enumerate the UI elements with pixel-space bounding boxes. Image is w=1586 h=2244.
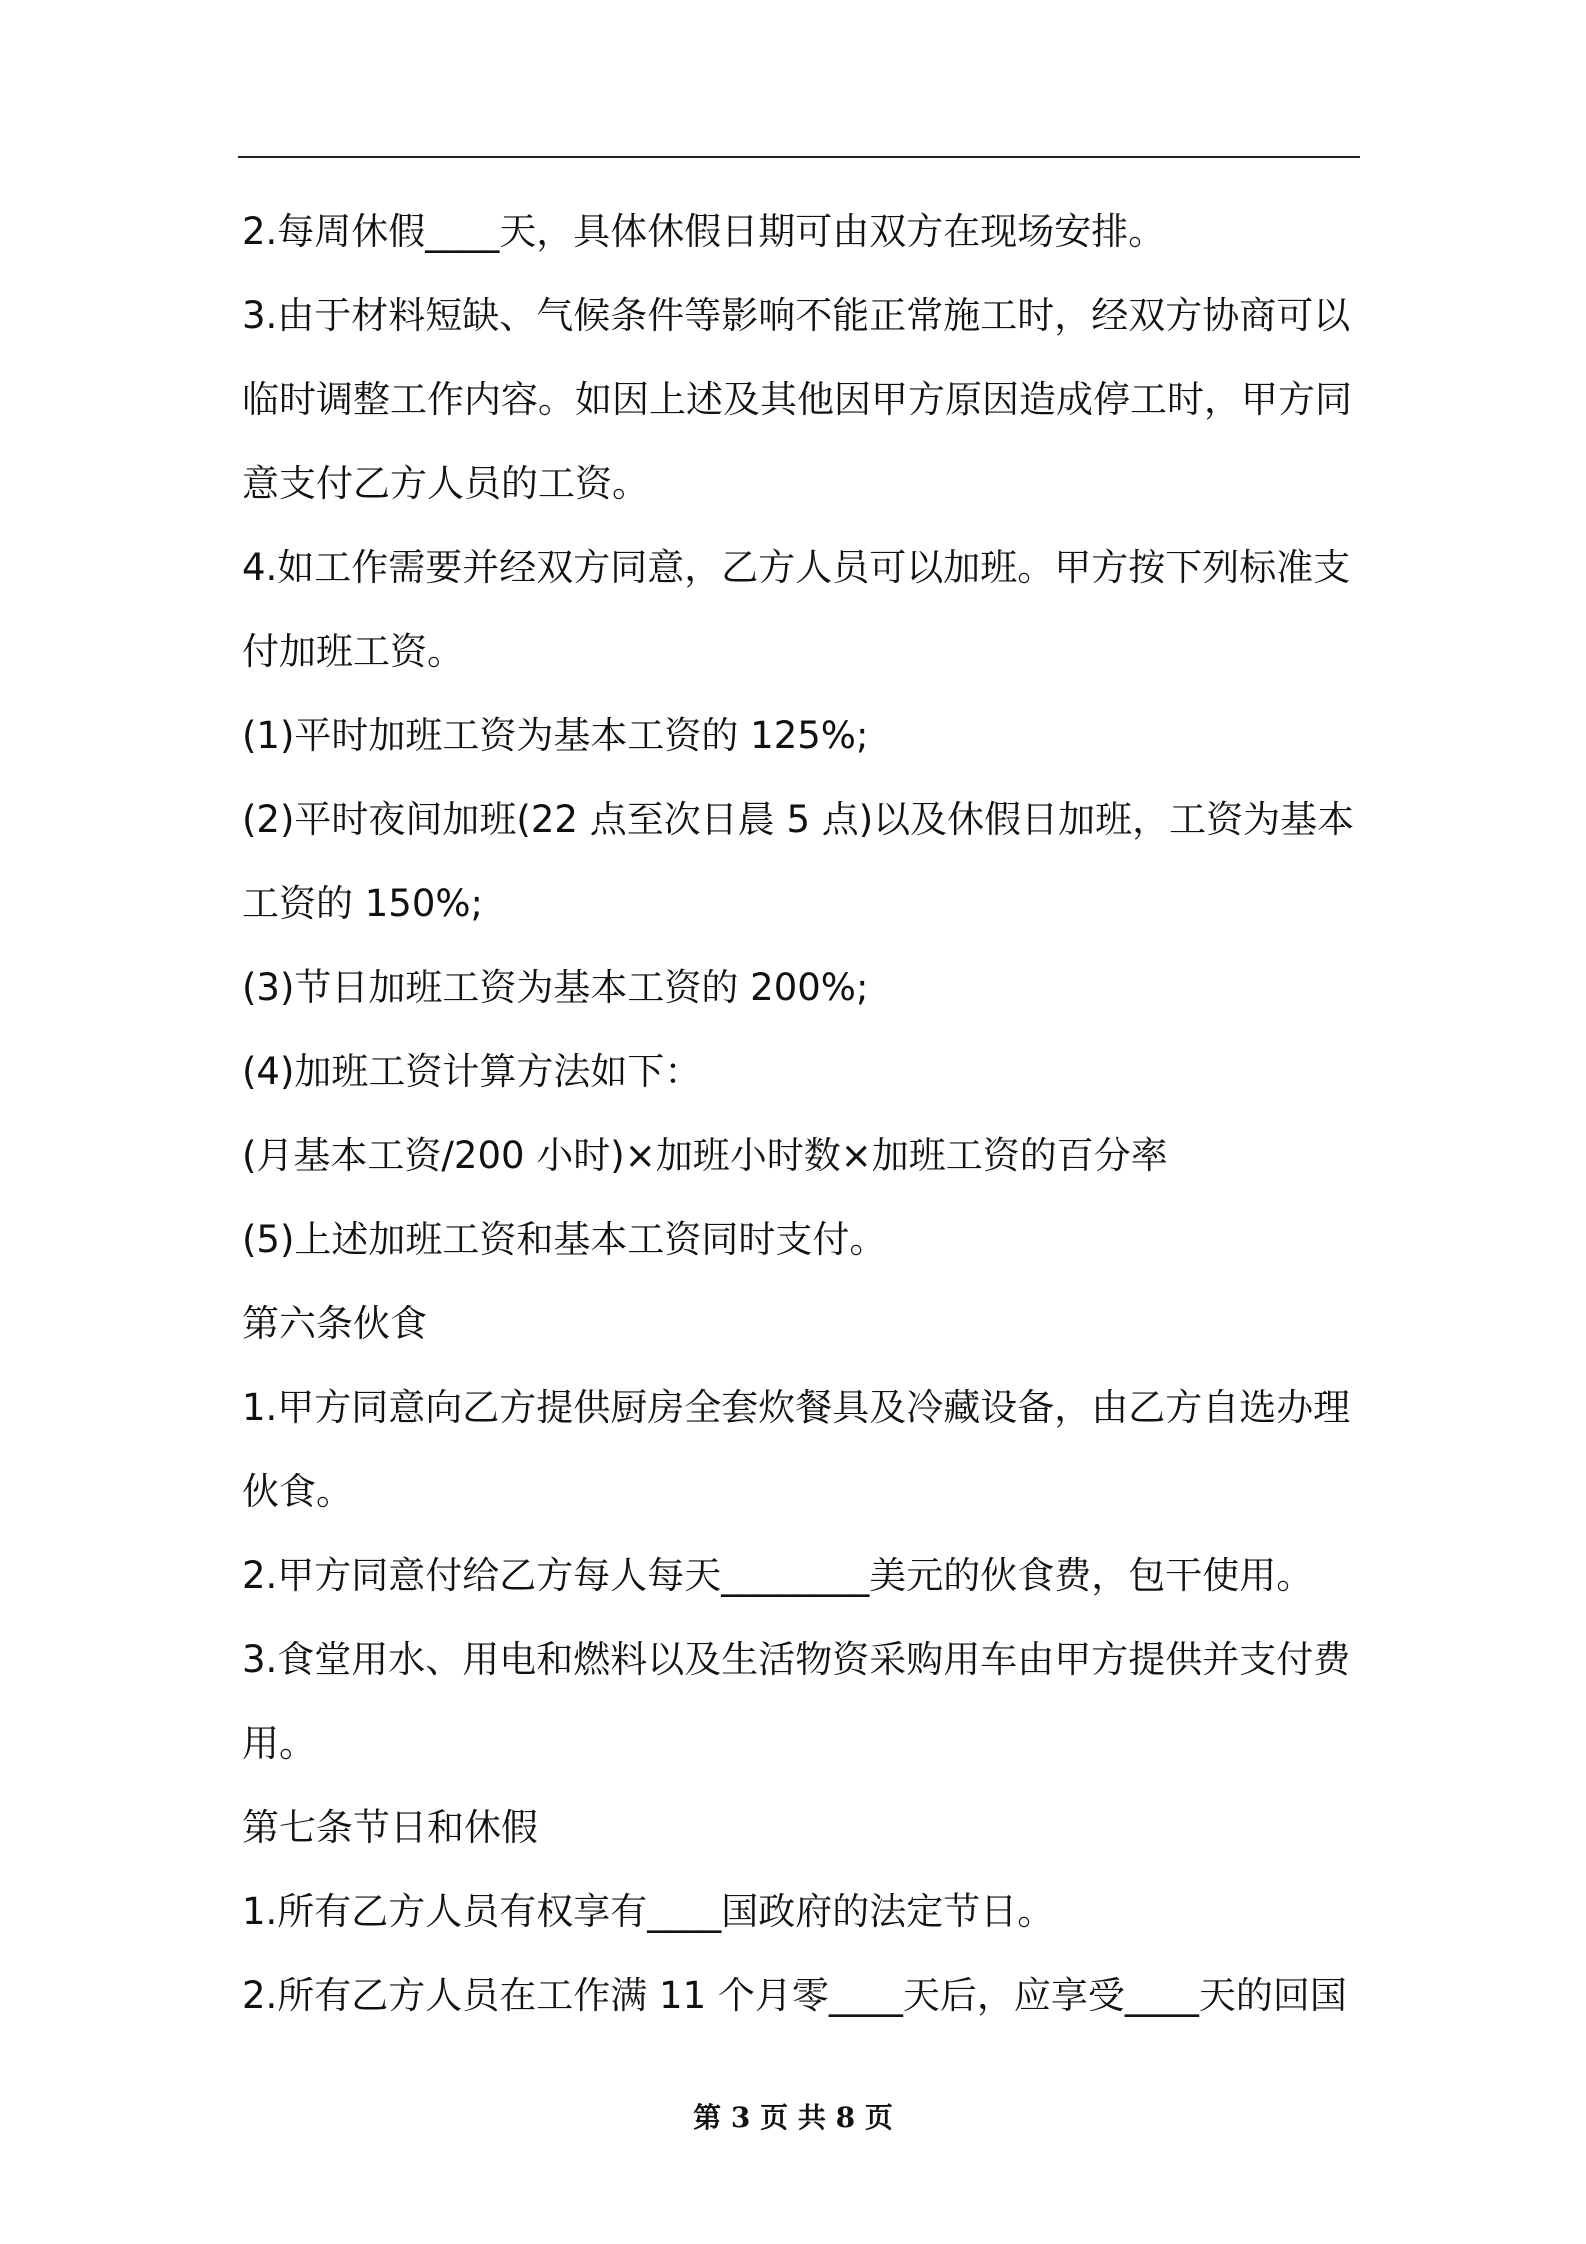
text-line: 2.甲方同意付给乙方每人每天________美元的伙食费，包干使用。 [242,1554,1314,1597]
text-line: (1)平时加班工资为基本工资的 125%; [242,714,869,757]
text-line: 2.每周休假____天，具体休假日期可由双方在现场安排。 [242,210,1166,253]
text-line: 1.所有乙方人员有权享有____国政府的法定节日。 [242,1890,1055,1933]
text-line: (3)节日加班工资为基本工资的 200%; [242,966,869,1009]
text-line: 3.食堂用水、用电和燃料以及生活物资采购用车由甲方提供并支付费 [242,1638,1351,1681]
text-line: 2.所有乙方人员在工作满 11 个月零____天后，应享受____天的回国 [242,1974,1347,2017]
text-line: 1.甲方同意向乙方提供厨房全套炊餐具及冷藏设备，由乙方自选办理 [242,1386,1351,1429]
document-body [242,190,1362,2038]
text-line: 用。 [242,1722,316,1765]
text-line: (4)加班工资计算方法如下： [242,1050,702,1093]
page-number-footer: 第 3 页 共 8 页 [693,2101,893,2134]
text-line: 4.如工作需要并经双方同意，乙方人员可以加班。甲方按下列标准支 [242,546,1351,589]
text-line: 付加班工资。 [242,630,464,673]
section-heading: 第六条伙食 [242,1302,427,1345]
header-divider [238,156,1360,158]
text-line: (月基本工资/200 小时)×加班小时数×加班工资的百分率 [242,1134,1168,1177]
text-line: (2)平时夜间加班(22 点至次日晨 5 点)以及休假日加班，工资为基本 [242,798,1355,841]
text-line: (5)上述加班工资和基本工资同时支付。 [242,1218,887,1261]
section-heading: 第七条节日和休假 [242,1806,538,1849]
text-line: 3.由于材料短缺、气候条件等影响不能正常施工时，经双方协商可以 [242,294,1351,337]
text-line: 意支付乙方人员的工资。 [242,462,649,505]
text-line: 临时调整工作内容。如因上述及其他因甲方原因造成停工时，甲方同 [242,378,1352,421]
text-line: 伙食。 [242,1470,353,1513]
text-line: 工资的 150%; [242,882,484,925]
